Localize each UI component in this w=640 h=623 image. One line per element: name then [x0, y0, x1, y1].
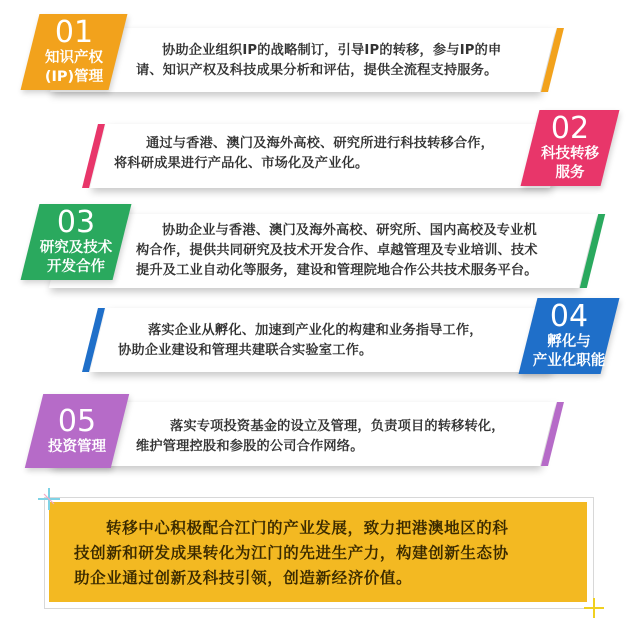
item-label-line: 投资管理: [48, 438, 106, 455]
desc-line: 构合作，提供共同研究及技术开发合作、卓越管理及专业培训、技术: [136, 243, 538, 258]
desc-line: 协助企业组织IP的战略制订，引导IP的转移，参与IP的申: [162, 43, 502, 58]
desc-line: 落实专项投资基金的设立及管理，负责项目的转移转化，: [170, 419, 505, 434]
item-number: 04: [549, 299, 589, 334]
item-label-line: 研究及技术: [39, 240, 113, 256]
item-badge-04: [519, 298, 620, 374]
item-description-04: [118, 321, 518, 361]
item-label-line: 服务: [555, 165, 585, 181]
item-description-02: [114, 134, 524, 174]
item-number: 05: [57, 403, 97, 439]
desc-line: 维护管理控股和参股的公司合作网络。: [136, 439, 364, 454]
item-description-05: [136, 417, 546, 457]
desc-line: 提升及工业自动化等服务，建设和管理院地合作公共技术服务平台。: [136, 263, 538, 278]
item-label-line: (IP)管理: [44, 69, 104, 85]
summary-text: [74, 516, 574, 591]
item-badge-05: [25, 394, 129, 468]
item-label-line: 科技转移: [541, 146, 599, 162]
summary-line: 技创新和研发成果转化为江门的先进生产力，构建创新生态协: [74, 544, 509, 562]
item-badge-03: [21, 204, 132, 280]
sparkle-icon: [36, 486, 62, 512]
desc-line: 通过与香港、澳门及海外高校、研究所进行科技转移合作，: [146, 136, 495, 151]
item-label-line: 知识产权: [45, 50, 103, 66]
item-label-line: 孵化与: [547, 334, 591, 350]
summary-box: [49, 502, 587, 602]
item-number: 03: [56, 205, 96, 240]
item-accent-bar-02: [82, 124, 105, 188]
item-badge-02: [521, 110, 620, 186]
summary-line: 助企业通过创新及科技引领，创造新经济价值。: [74, 569, 413, 587]
item-accent-bar-04: [82, 308, 105, 372]
desc-line: 将科研成果进行产品化、市场化及产业化。: [114, 156, 369, 171]
sparkle-icon: [582, 596, 606, 620]
item-badge-01: [21, 14, 128, 90]
desc-line: 协助企业建设和管理共建联合实验室工作。: [118, 343, 373, 358]
desc-line: 落实企业从孵化、加速到产业化的构建和业务指导工作，: [148, 323, 483, 338]
item-number: 02: [550, 111, 590, 146]
item-description-01: [136, 41, 556, 81]
item-label-line: 开发合作: [47, 259, 105, 275]
desc-line: 请、知识产权及科技成果分析和评估，提供全流程支持服务。: [136, 63, 498, 78]
item-label-line: 产业化职能: [532, 353, 606, 369]
summary-line: 转移中心积极配合江门的产业发展，致力把港澳地区的科: [106, 519, 509, 537]
item-number: 01: [54, 15, 94, 50]
item-description-03: [136, 221, 586, 281]
desc-line: 协助企业与香港、澳门及海外高校、研究所、国内高校及专业机: [162, 223, 537, 238]
